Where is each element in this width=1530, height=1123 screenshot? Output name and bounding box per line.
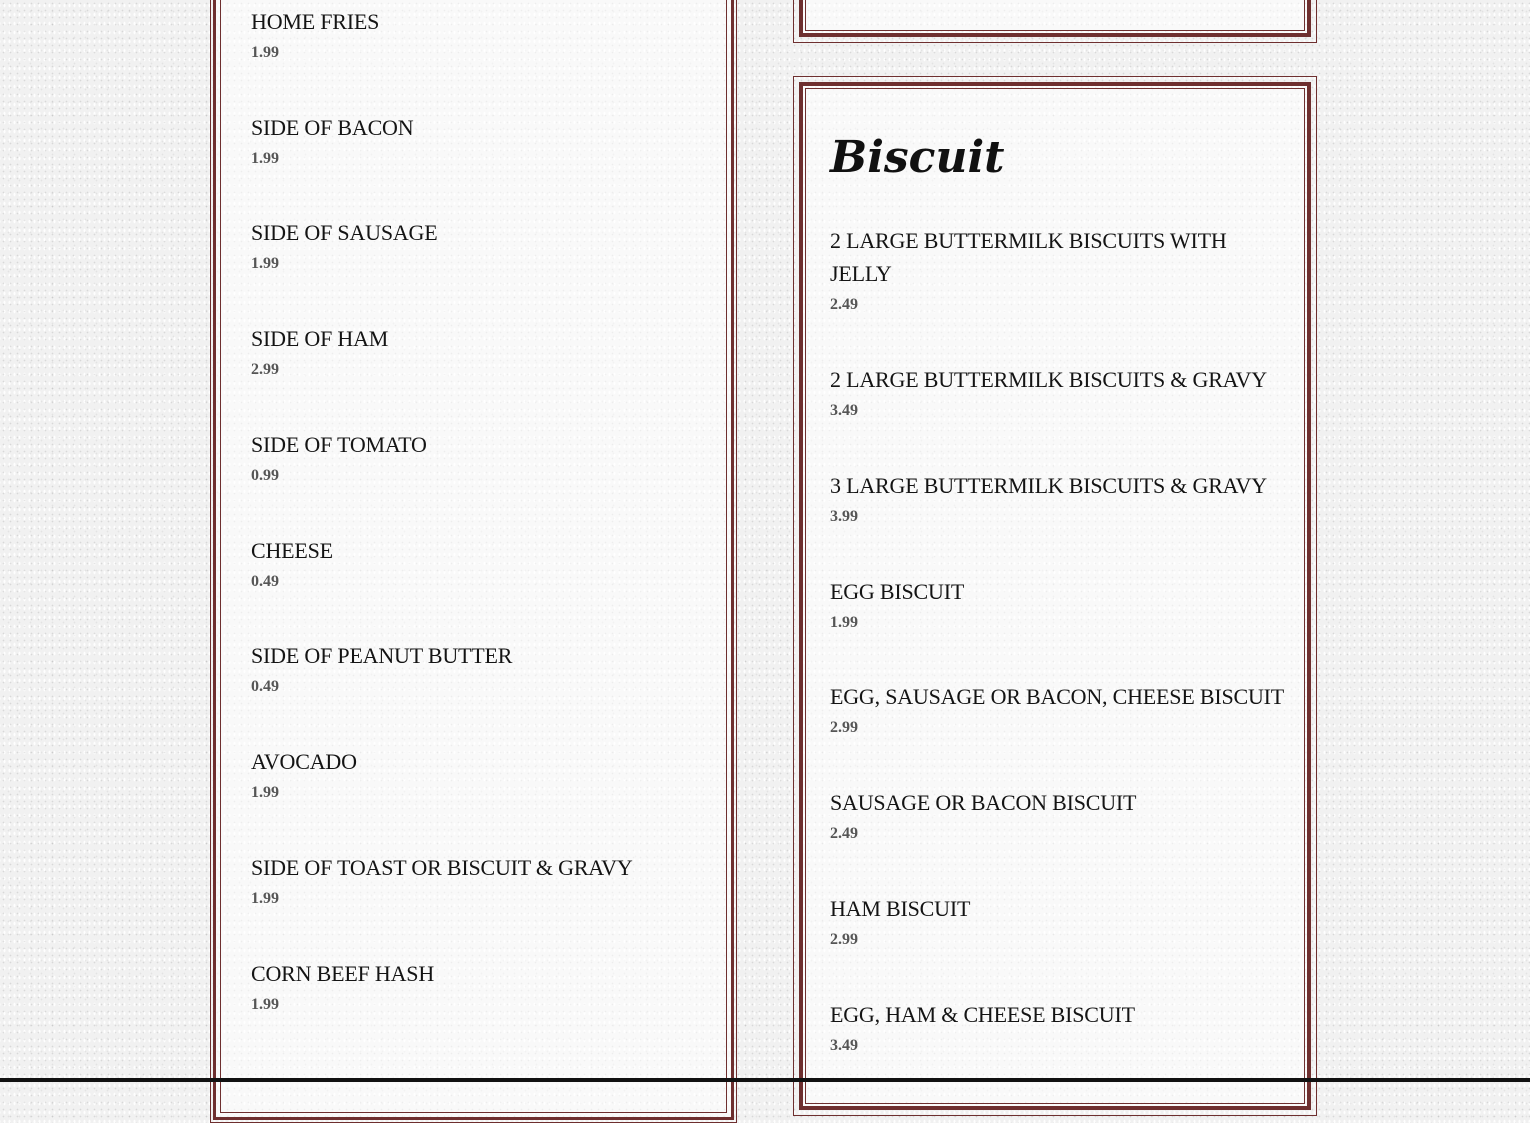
menu-item (251, 322, 701, 381)
menu-item-name: CHEESE (251, 538, 333, 563)
menu-item (830, 998, 1280, 1057)
menu-item (251, 5, 701, 64)
menu-item-price: 3.49 (830, 402, 858, 419)
menu-item-price: 1.99 (251, 890, 279, 907)
menu-item-price: 1.99 (251, 44, 279, 61)
menu-item-name: SIDE OF BACON (251, 115, 414, 140)
menu-item (830, 892, 1280, 951)
menu-item-price: 1.99 (251, 255, 279, 272)
menu-item-price: 0.49 (251, 678, 279, 695)
menu-item-price: 2.49 (830, 825, 858, 842)
menu-item-price: 2.99 (251, 361, 279, 378)
menu-item-price: 2.99 (830, 931, 858, 948)
previous-section-panel (793, 0, 1317, 43)
menu-item-name: SIDE OF HAM (251, 326, 389, 351)
menu-item (830, 363, 1280, 422)
menu-item-name: SIDE OF PEANUT BUTTER (251, 643, 513, 668)
menu-item-name: AVOCADO (251, 749, 357, 774)
section-title: Biscuit (830, 132, 1005, 183)
menu-item-name: SAUSAGE OR BACON BISCUIT (830, 790, 1137, 815)
menu-item (251, 851, 701, 910)
menu-item (251, 957, 701, 1016)
menu-item-price: 1.99 (251, 784, 279, 801)
menu-item-name: SIDE OF SAUSAGE (251, 220, 438, 245)
menu-item-name: HOME FRIES (251, 9, 380, 34)
menu-item-price: 0.99 (251, 467, 279, 484)
menu-item-name: SIDE OF TOMATO (251, 432, 427, 457)
menu-item-name: EGG BISCUIT (830, 579, 965, 604)
menu-item-price: 2.49 (830, 296, 858, 313)
menu-item (251, 111, 701, 170)
menu-item (251, 745, 701, 804)
menu-item (830, 575, 1280, 634)
menu-item (251, 428, 701, 487)
menu-item-price: 1.99 (251, 150, 279, 167)
menu-item-name: CORN BEEF HASH (251, 961, 435, 986)
menu-item (830, 224, 1280, 316)
menu-item-name: 3 LARGE BUTTERMILK BISCUITS & GRAVY (830, 473, 1267, 498)
menu-item-price: 1.99 (830, 614, 858, 631)
menu-item (251, 216, 701, 275)
menu-item-name: EGG, SAUSAGE OR BACON, CHEESE BISCUIT (830, 684, 1285, 709)
menu-item-name: 2 LARGE BUTTERMILK BISCUITS & GRAVY (830, 367, 1267, 392)
menu-item-price: 0.49 (251, 573, 279, 590)
menu-item-name: SIDE OF TOAST OR BISCUIT & GRAVY (251, 855, 633, 880)
menu-item-price: 3.99 (830, 508, 858, 525)
window-bottom-edge (0, 1078, 1530, 1082)
menu-item-price: 2.99 (830, 719, 858, 736)
menu-item-name: EGG, HAM & CHEESE BISCUIT (830, 1002, 1135, 1027)
menu-item (251, 639, 701, 698)
menu-item (830, 680, 1290, 739)
menu-item (830, 469, 1280, 528)
menu-item-name: 2 LARGE BUTTERMILK BISCUITS WITH JELLY (830, 228, 1227, 286)
menu-item (251, 534, 701, 593)
menu-item-name: HAM BISCUIT (830, 896, 971, 921)
menu-item-price: 3.49 (830, 1037, 858, 1054)
menu-item (830, 786, 1280, 845)
menu-item-price: 1.99 (251, 996, 279, 1013)
